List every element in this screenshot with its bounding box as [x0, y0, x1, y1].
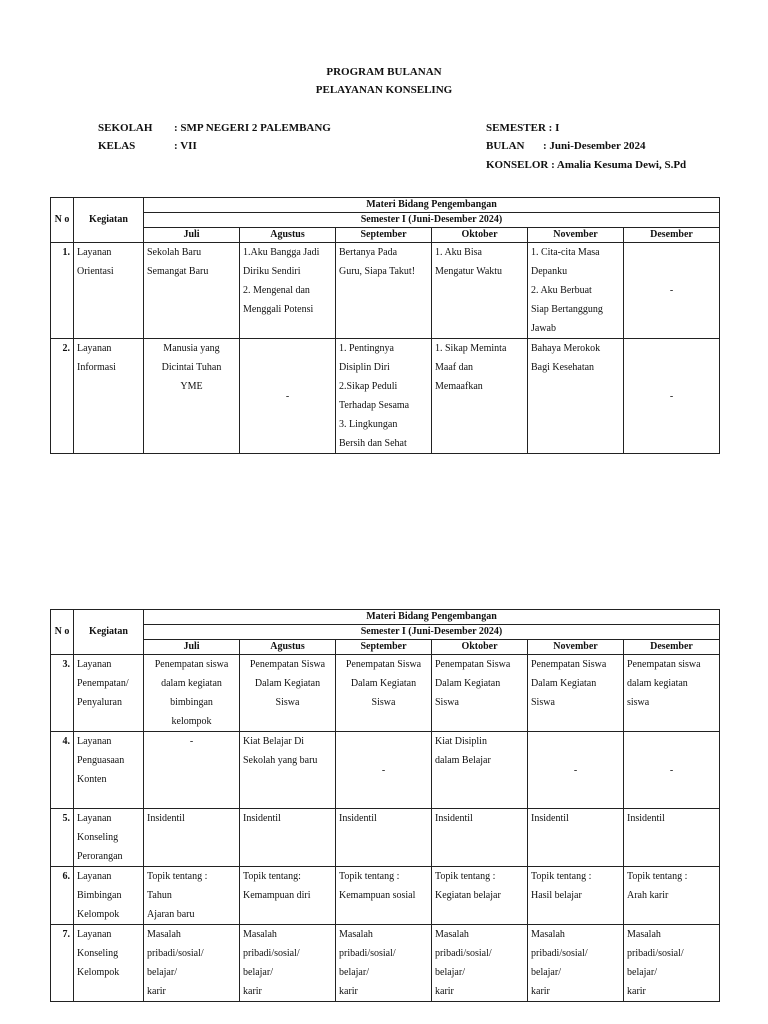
materi-cell	[144, 732, 240, 809]
materi-cell	[240, 655, 336, 732]
cell-text-line: Menggali Potensi	[243, 304, 314, 315]
materi-cell	[432, 655, 528, 732]
cell-text-line: Hasil belajar	[531, 890, 582, 901]
cell-text-line: karir	[435, 986, 454, 997]
kegiatan-cell	[74, 655, 144, 732]
cell-text-line: 1. Cita-cita Masa	[531, 247, 600, 258]
cell-text-line: Dalam Kegiatan	[435, 678, 501, 689]
no-header: N o	[51, 610, 74, 655]
kegiatan-cell	[74, 732, 144, 809]
cell-text-line: Semangat Baru	[147, 266, 209, 277]
cell-text-line: Ajaran baru	[147, 909, 195, 920]
cell-text-line: 1. Sikap Meminta	[435, 343, 507, 354]
row-number: 3.	[51, 655, 74, 732]
table-row	[51, 732, 720, 809]
cell-text-line: 2.Sikap Peduli	[339, 381, 398, 392]
month-header: November	[528, 640, 624, 655]
cell-text-line: Penempatan Siswa	[531, 659, 607, 670]
materi-cell	[336, 655, 432, 732]
cell-text-line: kelompok	[171, 716, 212, 727]
cell-text-line: Siswa	[531, 697, 555, 708]
materi-cell	[624, 867, 720, 925]
cell-text-line: Dalam Kegiatan	[254, 678, 321, 689]
cell-text-line: Masalah	[531, 929, 565, 940]
cell-text-line: Penempatan Siswa	[435, 659, 511, 670]
document-subtitle: PELAYANAN KONSELING	[315, 84, 453, 96]
month-header: September	[336, 640, 432, 655]
cell-text-line: Guru, Siapa Takut!	[339, 266, 416, 277]
materi-cell	[144, 339, 240, 454]
cell-text-line: 1. Aku Bisa	[435, 247, 482, 258]
month-header: November	[528, 228, 624, 243]
cell-text-line: Bahaya Merokok	[531, 343, 601, 354]
document-title: PROGRAM BULANAN	[326, 66, 442, 78]
month-header: Oktober	[432, 228, 528, 243]
materi-cell	[624, 809, 720, 867]
sekolah-value: : SMP NEGERI 2 PALEMBANG	[174, 122, 331, 134]
kegiatan-line: Layanan	[77, 929, 112, 940]
cell-text-line: Bersih dan Sehat	[339, 438, 407, 449]
kegiatan-line: Layanan	[77, 871, 112, 882]
cell-text-line: belajar/	[339, 967, 369, 978]
materi-cell	[528, 732, 624, 809]
cell-text-line: karir	[531, 986, 550, 997]
cell-text-line: karir	[627, 986, 646, 997]
cell-text-line: belajar/	[243, 967, 273, 978]
semester-header: Semester I (Juni-Desember 2024)	[144, 213, 720, 228]
materi-cell	[336, 243, 432, 339]
row-number: 1.	[51, 243, 74, 339]
cell-text-line: belajar/	[435, 967, 465, 978]
month-header: Juli	[144, 640, 240, 655]
materi-cell	[432, 732, 528, 809]
materi-cell	[432, 339, 528, 454]
cell-text-line: dalam kegiatan	[627, 678, 688, 689]
cell-text-line: dalam kegiatan	[161, 678, 222, 689]
no-header: N o	[51, 198, 74, 243]
kegiatan-cell	[74, 925, 144, 1002]
cell-text-line: 2. Aku Berbuat	[531, 285, 592, 296]
cell-text-line: Mengatur Waktu	[435, 266, 503, 277]
cell-text-line: -	[669, 390, 674, 402]
cell-text-line: -	[381, 764, 386, 776]
cell-text-line: -	[285, 390, 290, 402]
cell-text-line: Dicintai Tuhan	[161, 362, 222, 373]
cell-text-line: Manusia yang	[163, 343, 220, 354]
cell-text-line: Penempatan siswa	[627, 659, 701, 670]
materi-cell	[528, 243, 624, 339]
row-number: 2.	[51, 339, 74, 454]
materi-cell	[144, 867, 240, 925]
cell-text-line: Disiplin Diri	[339, 362, 390, 373]
kegiatan-line: Konten	[77, 774, 107, 785]
materi-cell	[240, 867, 336, 925]
kegiatan-line: Kelompok	[77, 967, 120, 978]
cell-text-line: 1.Aku Bangga Jadi	[243, 247, 320, 258]
cell-text-line: pribadi/sosial/	[147, 948, 204, 959]
cell-text-line: Penempatan Siswa	[345, 659, 422, 670]
materi-cell	[144, 243, 240, 339]
table-row	[51, 925, 720, 1002]
materi-cell	[432, 867, 528, 925]
cell-text-line: Topik tentang :	[627, 871, 688, 882]
kegiatan-line: Kelompok	[77, 909, 120, 920]
month-header: Agustus	[240, 228, 336, 243]
cell-text-line: Kegiatan belajar	[435, 890, 501, 901]
semester-info: SEMESTER : I	[486, 122, 560, 134]
cell-text-line: Arah karir	[627, 890, 669, 901]
month-header: Juli	[144, 228, 240, 243]
month-header: Oktober	[432, 640, 528, 655]
cell-text-line: Insidentil	[339, 813, 377, 824]
cell-text-line: karir	[339, 986, 358, 997]
materi-cell	[240, 809, 336, 867]
program-table-2	[50, 609, 720, 1002]
program-table-1	[50, 197, 720, 454]
materi-cell	[144, 925, 240, 1002]
kelas-value: : VII	[174, 140, 197, 152]
materi-header: Materi Bidang Pengembangan	[144, 198, 720, 213]
cell-text-line: pribadi/sosial/	[435, 948, 492, 959]
kegiatan-line: Perorangan	[77, 851, 123, 862]
kegiatan-cell	[74, 243, 144, 339]
month-header: September	[336, 228, 432, 243]
materi-cell	[432, 925, 528, 1002]
cell-text-line: belajar/	[147, 967, 177, 978]
cell-text-line: -	[669, 764, 674, 776]
kegiatan-header: Kegiatan	[74, 198, 144, 243]
cell-text-line: Topik tentang:	[243, 871, 301, 882]
cell-text-line: Masalah	[243, 929, 277, 940]
cell-text-line: Siswa	[435, 697, 459, 708]
kegiatan-line: Penempatan/	[77, 678, 129, 689]
materi-cell	[528, 339, 624, 454]
cell-text-line: Dalam Kegiatan	[531, 678, 597, 689]
kegiatan-line: Informasi	[77, 362, 116, 373]
cell-text-line: Siswa	[275, 697, 300, 708]
materi-cell	[624, 732, 720, 809]
kegiatan-line: Layanan	[77, 247, 112, 258]
cell-text-line: Siswa	[371, 697, 396, 708]
materi-cell	[528, 925, 624, 1002]
cell-text-line: Kiat Disiplin	[435, 736, 487, 747]
cell-text-line: Topik tentang :	[147, 871, 208, 882]
cell-text-line: belajar/	[627, 967, 657, 978]
cell-text-line: Masalah	[339, 929, 373, 940]
cell-text-line: siswa	[627, 697, 650, 708]
table-row	[51, 867, 720, 925]
materi-cell	[336, 732, 432, 809]
cell-text-line: bimbingan	[170, 697, 213, 708]
cell-text-line: Kemampuan diri	[243, 890, 311, 901]
cell-text-line: Insidentil	[147, 813, 185, 824]
kegiatan-line: Konseling	[77, 948, 119, 959]
materi-cell	[624, 243, 720, 339]
materi-cell	[624, 925, 720, 1002]
cell-text-line: YME	[180, 381, 203, 392]
cell-text-line: Jawab	[531, 323, 556, 334]
cell-text-line: Insidentil	[435, 813, 473, 824]
bulan-label: BULAN	[486, 140, 525, 152]
table-row	[51, 339, 720, 454]
kegiatan-cell	[74, 867, 144, 925]
cell-text-line: Memaafkan	[435, 381, 483, 392]
materi-cell	[624, 339, 720, 454]
materi-cell	[240, 732, 336, 809]
cell-text-line: Masalah	[435, 929, 469, 940]
kegiatan-line: Orientasi	[77, 266, 114, 277]
semester-header: Semester I (Juni-Desember 2024)	[144, 625, 720, 640]
bulan-value: : Juni-Desember 2024	[543, 140, 646, 152]
materi-cell	[336, 925, 432, 1002]
cell-text-line: 3. Lingkungan	[339, 419, 398, 430]
kegiatan-line: Penguasaan	[77, 755, 125, 766]
kegiatan-line: Layanan	[77, 659, 112, 670]
table-row	[51, 243, 720, 339]
kegiatan-line: Layanan	[77, 343, 112, 354]
materi-cell	[144, 655, 240, 732]
konselor-info: KONSELOR : Amalia Kesuma Dewi, S.Pd	[486, 159, 687, 171]
kegiatan-cell	[74, 339, 144, 454]
cell-text-line: Kemampuan sosial	[339, 890, 416, 901]
month-header: Agustus	[240, 640, 336, 655]
cell-text-line: Penempatan siswa	[154, 659, 229, 670]
kegiatan-line: Bimbingan	[77, 890, 122, 901]
materi-cell	[528, 809, 624, 867]
materi-cell	[336, 809, 432, 867]
kegiatan-header: Kegiatan	[74, 610, 144, 655]
cell-text-line: Insidentil	[627, 813, 665, 824]
cell-text-line: -	[573, 764, 578, 776]
month-header: Desember	[624, 640, 720, 655]
table-row	[51, 655, 720, 732]
cell-text-line: Bagi Kesehatan	[531, 362, 595, 373]
cell-text-line: Topik tentang :	[531, 871, 592, 882]
cell-text-line: Maaf dan	[435, 362, 474, 373]
kelas-label: KELAS	[98, 140, 136, 152]
sekolah-row	[98, 122, 331, 134]
row-number: 5.	[51, 809, 74, 867]
cell-text-line: Diriku Sendiri	[243, 266, 301, 277]
table-row	[51, 809, 720, 867]
cell-text-line: Masalah	[627, 929, 661, 940]
cell-text-line: belajar/	[531, 967, 561, 978]
cell-text-line: pribadi/sosial/	[243, 948, 300, 959]
kegiatan-line: Layanan	[77, 813, 112, 824]
cell-text-line: Topik tentang :	[339, 871, 400, 882]
cell-text-line: Terhadap Sesama	[339, 400, 410, 411]
cell-text-line: Insidentil	[243, 813, 281, 824]
kegiatan-cell	[74, 809, 144, 867]
materi-cell	[240, 243, 336, 339]
cell-text-line: karir	[147, 986, 166, 997]
cell-text-line: Insidentil	[531, 813, 569, 824]
kelas-row	[98, 140, 197, 152]
cell-text-line: -	[189, 736, 194, 747]
kegiatan-line: Penyaluran	[77, 697, 122, 708]
cell-text-line: Bertanya Pada	[339, 247, 398, 258]
cell-text-line: dalam Belajar	[435, 755, 491, 766]
kegiatan-line: Konseling	[77, 832, 119, 843]
cell-text-line: Masalah	[147, 929, 181, 940]
row-number: 6.	[51, 867, 74, 925]
cell-text-line: Kiat Belajar Di	[243, 736, 305, 747]
materi-cell	[240, 925, 336, 1002]
cell-text-line: pribadi/sosial/	[339, 948, 396, 959]
materi-cell	[624, 655, 720, 732]
cell-text-line: 2. Mengenal dan	[243, 285, 310, 296]
materi-cell	[432, 809, 528, 867]
cell-text-line: pribadi/sosial/	[627, 948, 684, 959]
materi-header: Materi Bidang Pengembangan	[144, 610, 720, 625]
cell-text-line: 1. Pentingnya	[339, 343, 394, 354]
month-header: Desember	[624, 228, 720, 243]
materi-cell	[336, 867, 432, 925]
cell-text-line: Tahun	[147, 890, 172, 901]
row-number: 4.	[51, 732, 74, 809]
materi-cell	[528, 867, 624, 925]
cell-text-line: Dalam Kegiatan	[350, 678, 417, 689]
bulan-row	[486, 140, 645, 152]
cell-text-line: -	[669, 285, 674, 296]
cell-text-line: karir	[243, 986, 262, 997]
cell-text-line: Depanku	[531, 266, 568, 277]
cell-text-line: Topik tentang :	[435, 871, 496, 882]
cell-text-line: Penempatan Siswa	[249, 659, 326, 670]
materi-cell	[336, 339, 432, 454]
cell-text-line: Sekolah Baru	[147, 247, 202, 258]
materi-cell	[528, 655, 624, 732]
cell-text-line: Sekolah yang baru	[243, 755, 318, 766]
materi-cell	[432, 243, 528, 339]
sekolah-label: SEKOLAH	[98, 122, 153, 134]
materi-cell	[240, 339, 336, 454]
row-number: 7.	[51, 925, 74, 1002]
materi-cell	[144, 809, 240, 867]
cell-text-line: pribadi/sosial/	[531, 948, 588, 959]
kegiatan-line: Layanan	[77, 736, 112, 747]
cell-text-line: Siap Bertanggung	[531, 304, 603, 315]
